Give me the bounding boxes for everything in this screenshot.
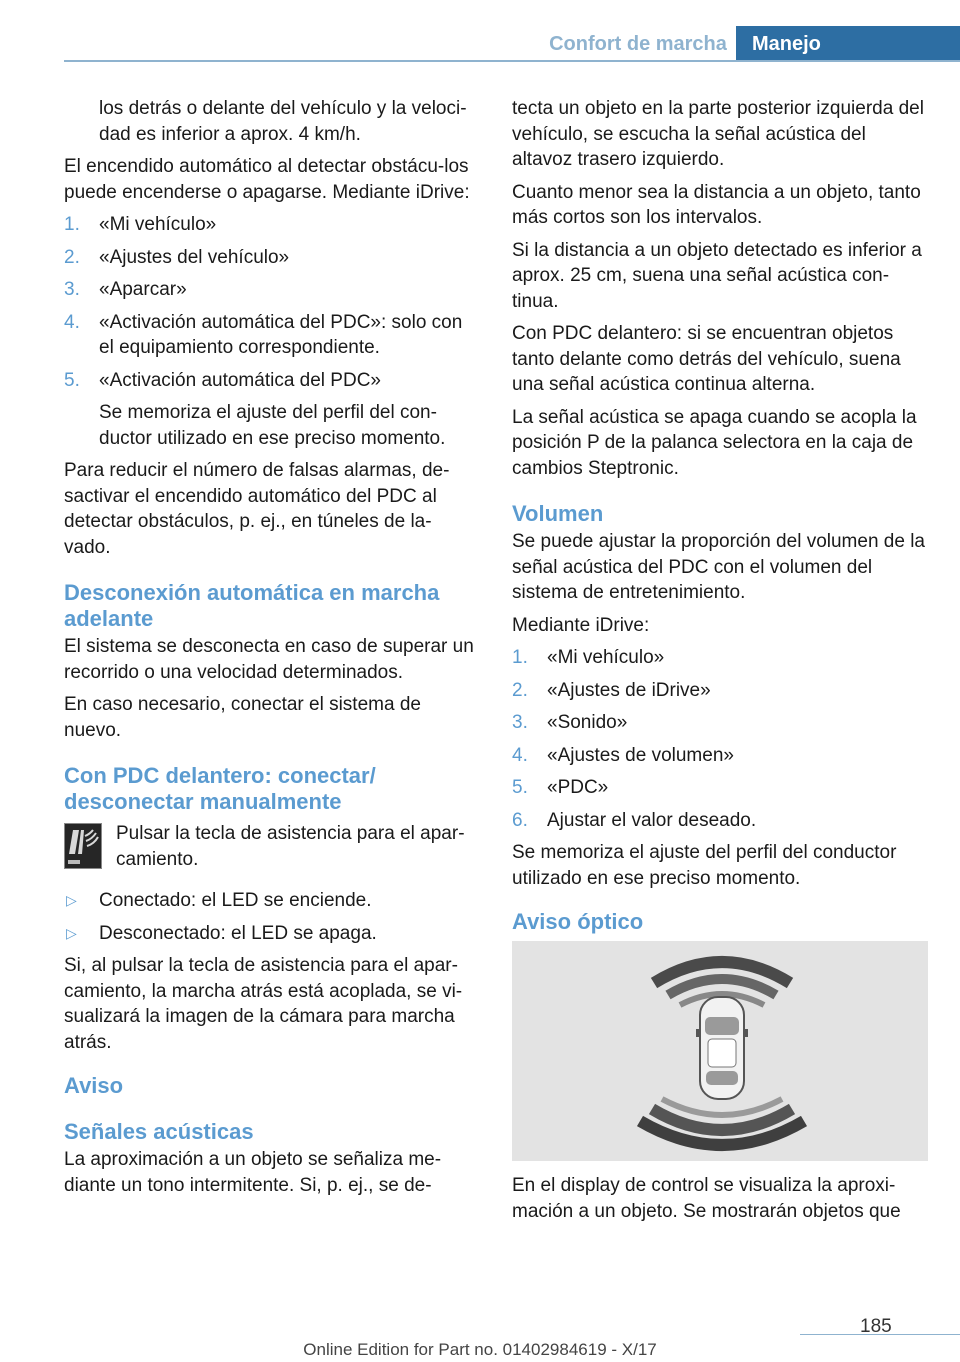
list-item [512,808,930,834]
step-number: 3. [64,279,80,300]
list-item [64,888,478,914]
right-paragraph: Se puede ajustar la proporción del volumen de la señal acústica del PDC con el volumen del sistema de entretenimiento. [512,531,925,603]
list-item [64,245,478,271]
triangle-bullet-icon: ▷ [66,924,77,941]
idrive-steps-list [64,212,478,451]
bullet-text: Conectado: el LED se enciende. [99,890,372,911]
list-item [512,743,930,769]
step-text: «Ajustes del vehículo» [99,246,290,268]
list-item [512,775,930,801]
right-paragraph: Se memoriza el ajuste del perfil del conductor utilizado en ese preciso momento. [512,842,897,889]
page-number: 185 [860,1316,892,1337]
list-item [64,921,478,947]
heading-auto-off: Desconexión automática en marcha adelante [64,580,440,631]
right-paragraph: Si la distancia a un objeto detectado es inferior a aprox. 25 cm, suena una señal acústica con‐tinua. [512,239,922,312]
list-item [512,645,930,671]
right-paragraph: Con PDC delantero: si se encuentran objetos tanto delante como detrás del vehículo, suena una señal acústica continua alterna. [512,323,901,395]
pdc-button-instruction [64,821,478,872]
left-paragraph: El sistema se desconecta en caso de superar un recorrido o una velocidad determinados. [64,636,474,683]
list-item [512,678,930,704]
list-item [64,368,478,452]
heading-volume: Volumen [512,501,604,526]
step-text: «Activación automática del PDC»: solo con el equipamiento correspondiente. [99,311,463,358]
step-text: «Ajustes de iDrive» [547,679,711,701]
bullet-text: Desconectado: el LED se apaga. [99,922,377,944]
list-item [64,310,478,361]
list-item [512,710,930,736]
step-number: 4. [512,744,528,766]
left-paragraph: En caso necesario, conectar el sistema de nuevo. [64,694,421,741]
step-number: 6. [512,809,528,831]
heading-visual-warning: Aviso óptico [512,909,644,934]
step-number: 2. [64,246,80,268]
right-paragraph: tecta un objeto en la parte posterior izquierda del vehículo, se escucha la señal acústica del altavoz trasero izquierdo. [512,98,924,170]
step-text: «Aparcar» [99,279,187,300]
step-number: 1. [64,214,80,235]
left-column [64,96,478,1205]
right-paragraph: La señal acústica se apaga cuando se acopla la posición P de la palanca selectora en la caja de cambios Steptronic. [512,406,917,479]
edition-footer: Online Edition for Part no. 01402984619 - X/17 [303,1340,657,1359]
header-tabs [540,26,960,62]
step-number: 3. [512,712,528,733]
header-section-tab: Confort de marcha [540,26,736,62]
step-number: 1. [512,647,528,668]
led-status-list [64,888,478,946]
right-paragraph: Cuanto menor sea la distancia a un objeto, tanto más cortos son los intervalos. [512,181,921,228]
button-instruction-text: Pulsar la tecla de asistencia para el apar‐camiento. [116,823,465,870]
left-paragraph: Si, al pulsar la tecla de asistencia para el apar‐camiento, la marcha atrás está acoplada, se vi‐sualizará la imagen de la cámara para marcha atrás. [64,955,463,1053]
left-continued-text: los detrás o delante del vehículo y la veloci‐dad es inferior a aprox. 4 km/h. [99,98,467,145]
list-item [64,212,478,238]
list-item [64,277,478,303]
step-text: Ajustar el valor deseado. [547,809,757,831]
heading-acoustic-signals: Señales acústicas [64,1119,254,1144]
step-text: «Ajustes de volumen» [547,744,734,766]
right-column [512,96,930,1231]
step-note: Se memoriza el ajuste del perfil del con‐ductor utilizado en ese preciso momento. [99,402,446,449]
step-text: «Activación automática del PDC» [99,369,381,391]
park-assist-button-icon [64,823,102,869]
step-number: 5. [64,369,80,391]
pdc-display-illustration [512,941,928,1161]
step-text: «Mi vehículo» [99,214,217,235]
triangle-bullet-icon: ▷ [66,892,77,908]
step-text: «Mi vehículo» [547,647,665,668]
step-number: 5. [512,777,528,798]
right-paragraph: En el display de control se visualiza la aproxi‐mación a un objeto. Se mostrarán objetos que [512,1175,901,1222]
header-rule [64,60,960,62]
step-text: «PDC» [547,777,609,798]
step-text: «Sonido» [547,712,628,733]
left-paragraph: El encendido automático al detectar obstácu‐los puede encenderse o apagarse. Mediante iDrive: [64,156,470,203]
heading-aviso: Aviso [64,1073,124,1098]
heading-manual: Con PDC delantero: conectar/ desconectar manualmente [64,763,376,814]
left-paragraph: Para reducir el número de falsas alarmas, de‐sactivar el encendido automático del PDC al detectar obstáculos, p. ej., en túneles de la‐vado. [64,460,450,558]
step-number: 2. [512,679,528,701]
step-number: 4. [64,311,80,333]
right-paragraph: Mediante iDrive: [512,614,650,636]
left-paragraph: La aproximación a un objeto se señaliza me‐diante un tono intermitente. Si, p. ej., se de‐ [64,1149,442,1196]
volume-steps-list [512,645,930,833]
header-chapter-tab: Manejo [736,26,960,62]
